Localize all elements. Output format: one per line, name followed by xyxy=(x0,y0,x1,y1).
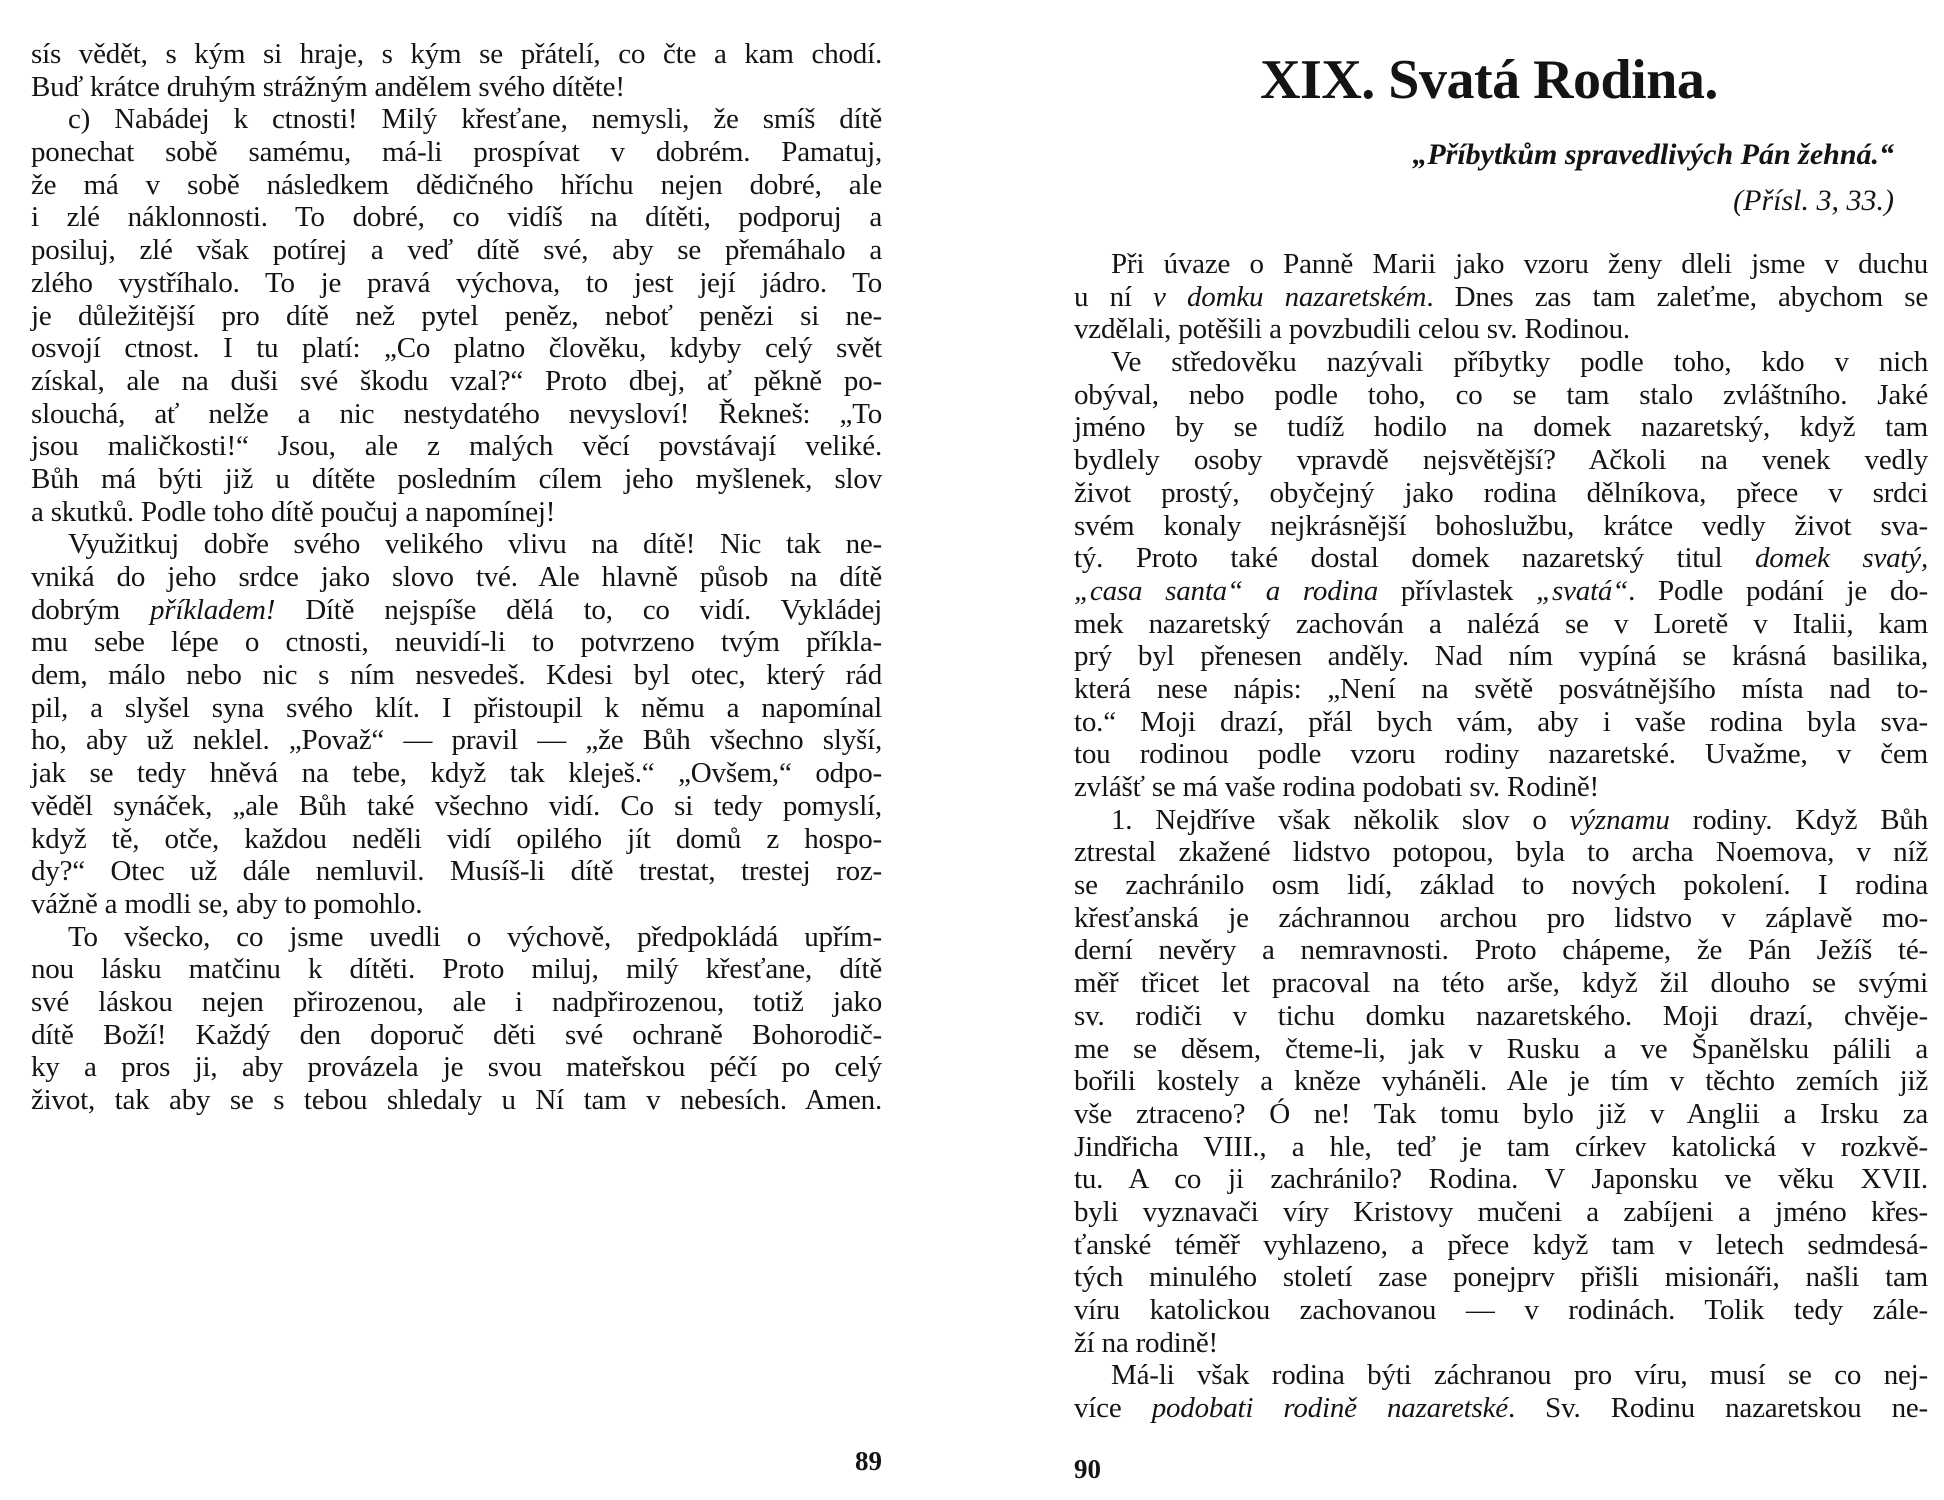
text-line xyxy=(1074,771,1928,804)
text-segment: dem, málo nebo nic s ním nesvedeš. Kdesi byl otec, který rád xyxy=(31,659,882,692)
text-segment: Bůh má býti již u dítěte posledním cílem jeho myšlenek, slov xyxy=(31,462,882,495)
text-segment: je důležitější pro dítě než pytel peněz, neboť penězi si ne- xyxy=(31,299,882,332)
text-line xyxy=(31,430,882,463)
chapter-title: XIX. Svatá Rodina. xyxy=(1260,49,1718,111)
text-line xyxy=(1074,1392,1928,1425)
text-segment: . Sv. Rodinu nazaretskou ne- xyxy=(1507,1392,1929,1425)
text-segment: svém konaly nejkrásnější bohoslužbu, krátce vedly život sva- xyxy=(1074,509,1928,542)
text-segment: Při úvaze o Panně Marii jako vzoru ženy dleli jsme v duchu xyxy=(1111,248,1928,280)
text-segment: vniká do jeho srdce jako slovo tvé. Ale hlavně působ na dítě xyxy=(31,561,882,593)
text-line xyxy=(1074,575,1928,608)
text-segment: nou lásku matčinu k dítěti. Proto miluj, milý křesťane, dítě xyxy=(31,953,882,986)
text-line xyxy=(31,1051,882,1084)
text-segment: rodiny. Když Bůh xyxy=(1669,803,1928,836)
text-segment: své láskou nejen přirozenou, ale i nadpřirozenou, totiž jako xyxy=(31,985,882,1018)
text-line xyxy=(1074,411,1928,444)
text-line xyxy=(1074,804,1928,837)
text-segment: bydlely osoby vpravdě nejsvětější? Ačkoli na venek vedly xyxy=(1074,444,1928,477)
text-segment: víru katolickou zachovanou — v rodinách. Tolik tedy zále- xyxy=(1074,1294,1928,1326)
text-line xyxy=(31,103,882,136)
text-segment: i zlé náklonnosti. To dobré, co vidíš na dítěti, podporuj a xyxy=(31,201,882,234)
text-line xyxy=(1074,444,1928,477)
text-segment: u ní xyxy=(1074,280,1154,313)
text-line xyxy=(1074,934,1928,967)
text-line xyxy=(1074,706,1928,739)
text-segment: dítě Boží! Každý den doporuč děti své ochraně Bohorodič- xyxy=(31,1018,882,1051)
text-line xyxy=(1074,1327,1928,1360)
text-segment: ho, aby už neklel. „Považ“ — pravil — „že Bůh všechno slyší, xyxy=(31,724,882,757)
text-line xyxy=(1074,1196,1928,1229)
text-line xyxy=(31,953,882,986)
paragraph xyxy=(31,38,882,103)
text-line xyxy=(31,724,882,757)
text-segment: ží na rodině! xyxy=(1074,1326,1218,1359)
text-line xyxy=(31,463,882,496)
text-line xyxy=(1074,608,1928,641)
italic-text-segment: příkladem! xyxy=(149,593,276,626)
text-line xyxy=(31,71,882,104)
text-segment: bořili kostely a kněze vyháněli. Ale je tím v těchto zemích již xyxy=(1074,1065,1928,1098)
paragraph xyxy=(1074,346,1928,804)
text-line xyxy=(31,169,882,202)
paragraph xyxy=(1074,804,1928,1360)
text-segment: měř třicet let pracoval na této arše, když žil dlouho se svými xyxy=(1074,967,1928,1000)
text-line xyxy=(1074,869,1928,902)
text-segment: sís vědět, s kým si hraje, s kým se přátelí, co čte a kam chodí. xyxy=(31,38,882,70)
text-segment: 1. Nejdříve však několik slov o xyxy=(1111,803,1570,836)
italic-text-segment: významu xyxy=(1569,803,1670,836)
text-line xyxy=(1074,542,1928,575)
text-line xyxy=(31,1019,882,1052)
left-page-body xyxy=(31,38,882,1117)
text-segment: ztrestal zkažené lidstvo potopou, byla to archa Noemova, v níž xyxy=(1074,836,1928,869)
text-segment: pil, a slyšel syna svého klít. I přistoupil k němu a napomínal xyxy=(31,691,882,724)
text-line xyxy=(31,496,882,529)
text-line xyxy=(1074,281,1928,314)
text-segment: slouchá, ať nelže a nic nestydatého nevysloví! Řekneš: „To xyxy=(31,397,882,430)
text-line xyxy=(31,234,882,267)
text-line xyxy=(1074,967,1928,1000)
italic-text-segment: „casa santa“ a rodina xyxy=(1074,574,1378,607)
text-line xyxy=(1074,346,1928,379)
text-segment: sv. rodiči v tichu domku nazaretského. Moji drazí, chvěje- xyxy=(1074,999,1928,1032)
text-line xyxy=(31,365,882,398)
text-segment: me se děsem, čteme-li, jak v Rusku a ve Španělsku pálili a xyxy=(1074,1032,1928,1065)
text-line xyxy=(31,823,882,856)
text-line xyxy=(31,594,882,627)
text-segment: získal, ale na duši své škodu vzal?“ Proto dbej, ať pěkně po- xyxy=(31,364,882,397)
page-number-right: 90 xyxy=(1074,1454,1101,1484)
text-line xyxy=(31,300,882,333)
text-segment: posiluj, zlé však potírej a veď dítě své, aby se přemáhalo a xyxy=(31,234,882,267)
text-segment: vážně a modli se, aby to pomohlo. xyxy=(31,887,423,920)
text-segment: byli vyznavači víry Kristovy mučeni a zabíjeni a jméno křes- xyxy=(1074,1195,1928,1228)
text-segment: vše ztraceno? Ó ne! Tak tomu bylo již v Anglii a Irsku za xyxy=(1074,1097,1928,1130)
text-line xyxy=(31,38,882,71)
text-line xyxy=(1074,1294,1928,1327)
text-line xyxy=(1074,1033,1928,1066)
italic-text-segment: domek svatý, xyxy=(1755,542,1928,575)
text-segment: jméno by se tudíž hodilo na domek nazaretský, když tam xyxy=(1074,411,1928,444)
text-segment: tý. Proto také dostal domek nazaretský titul xyxy=(1074,542,1755,575)
paragraph xyxy=(31,103,882,528)
text-line xyxy=(1074,477,1928,510)
text-segment: která nese nápis: „Není na světě posvátnějšího místa nad to- xyxy=(1074,672,1928,705)
text-segment: Buď krátce druhým strážným andělem svého dítěte! xyxy=(31,70,625,103)
text-line xyxy=(1074,510,1928,543)
text-segment: Ve středověku nazývali příbytky podle toho, kdo v nich xyxy=(1111,346,1928,379)
text-segment: dy?“ Otec už dále nemluvil. Musíš-li dítě trestat, trestej roz- xyxy=(31,855,882,888)
text-segment: jak se tedy hněvá na tebe, když tak kleješ.“ „Ovšem,“ odpo- xyxy=(31,757,882,790)
epigraph-quote: „Příbytkům spravedlivých Pán žehná.“ xyxy=(1412,138,1894,171)
text-segment: vzdělali, potěšili a povzbudili celou sv. Rodinou. xyxy=(1074,313,1630,346)
text-line xyxy=(31,855,882,888)
text-segment: c) Nabádej k ctnosti! Milý křesťane, nemysli, že smíš dítě xyxy=(68,103,882,136)
text-line xyxy=(31,659,882,692)
text-line xyxy=(1074,1359,1928,1392)
text-line xyxy=(1074,640,1928,673)
text-line xyxy=(1074,673,1928,706)
paragraph xyxy=(1074,1359,1928,1424)
right-page-body xyxy=(1074,248,1928,1425)
text-line xyxy=(31,692,882,725)
text-segment: zlého vystříhalo. To je pravá výchova, to jest její jádro. To xyxy=(31,266,882,299)
text-line xyxy=(31,626,882,659)
text-segment: ťanské téměř vyhlazeno, a přece když tam v letech sedmdesá- xyxy=(1074,1228,1928,1261)
text-segment: přívlastek xyxy=(1378,574,1537,607)
text-segment: život prostý, obyčejný jako rodina dělníkova, přece v srdci xyxy=(1074,476,1928,509)
text-segment: to.“ Moji drazí, přál bych vám, aby i vaše rodina byla sva- xyxy=(1074,705,1928,738)
text-segment: tých minulého století zase ponejprv přišli misionáři, našli tam xyxy=(1074,1261,1928,1294)
text-segment: křesťanská je záchrannou archou pro lidstvo v záplavě mo- xyxy=(1074,901,1928,934)
italic-text-segment: podobati rodině nazaretské xyxy=(1151,1392,1508,1425)
text-segment: věděl synáček, „ale Bůh také všechno vidí. Co si tedy pomyslí, xyxy=(31,789,882,822)
text-line xyxy=(1074,1229,1928,1262)
text-line xyxy=(31,921,882,954)
text-segment: . Dnes zas tam zaleťme, abychom se xyxy=(1426,280,1929,313)
text-segment: život, tak aby se s tebou shledaly u Ní tam v nebesích. Amen. xyxy=(31,1084,882,1116)
text-line xyxy=(31,1084,882,1117)
text-segment: Má-li však rodina býti záchranou pro víru, musí se co nej- xyxy=(1111,1359,1928,1392)
text-line xyxy=(1074,1131,1928,1164)
text-segment: tou rodinou podle vzoru rodiny nazaretské. Uvažme, v čem xyxy=(1074,738,1928,771)
paragraph xyxy=(31,528,882,920)
text-segment: obýval, nebo podle toho, co se tam stalo zvláštního. Jaké xyxy=(1074,378,1928,411)
text-line xyxy=(1074,248,1928,281)
text-segment: dobrým xyxy=(31,593,150,626)
text-line xyxy=(31,528,882,561)
text-segment: mu sebe lépe o ctnosti, neuvidí-li to potvrzeno tvým příkla- xyxy=(31,626,882,659)
text-line xyxy=(31,986,882,1019)
page-number-left: 89 xyxy=(855,1446,882,1476)
italic-text-segment: „svatá“ xyxy=(1536,574,1629,607)
text-line xyxy=(31,757,882,790)
text-segment: mek nazaretský zachován a nalézá se v Loretě v Italii, kam xyxy=(1074,607,1928,640)
text-line xyxy=(31,888,882,921)
text-line xyxy=(1074,902,1928,935)
text-segment: prý byl přenesen anděly. Nad ním vypíná se krásná basilika, xyxy=(1074,640,1928,673)
paragraph xyxy=(31,921,882,1117)
text-line xyxy=(1074,1000,1928,1033)
text-segment: více xyxy=(1074,1392,1152,1425)
text-segment: Využitkuj dobře svého velikého vlivu na dítě! Nic tak ne- xyxy=(68,528,882,561)
text-segment: se zachránilo osm lidí, základ to nových pokolení. I rodina xyxy=(1074,869,1928,902)
text-segment: . Podle podání je do- xyxy=(1628,574,1929,607)
text-line xyxy=(31,398,882,431)
text-line xyxy=(31,136,882,169)
text-segment: ky a pros ji, aby provázela je svou mateřskou péčí po celý xyxy=(31,1051,882,1084)
text-segment: ponechat sobě samému, má-li prospívat v dobrém. Pamatuj, xyxy=(31,136,882,169)
text-segment: Jindřicha VIII., a hle, teď je tam církev katolická v rozkvě- xyxy=(1074,1130,1928,1163)
text-segment: a skutků. Podle toho dítě poučuj a napomínej! xyxy=(31,495,556,528)
text-line xyxy=(31,790,882,823)
text-line xyxy=(31,332,882,365)
text-line xyxy=(1074,379,1928,412)
text-segment: osvojí ctnost. I tu platí: „Co platno člověku, kdyby celý svět xyxy=(31,332,882,365)
text-line xyxy=(1074,738,1928,771)
text-segment: Dítě nejspíše dělá to, co vidí. Vykládej xyxy=(275,593,882,626)
text-segment: když tě, otče, každou neděli vidí opilého jít domů z hospo- xyxy=(31,822,882,855)
text-line xyxy=(31,201,882,234)
text-line xyxy=(1074,313,1928,346)
text-line xyxy=(1074,1163,1928,1196)
text-segment: derní nevěry a nemravnosti. Proto chápeme, že Pán Ježíš té- xyxy=(1074,934,1928,967)
text-line xyxy=(1074,836,1928,869)
text-line xyxy=(31,267,882,300)
text-line xyxy=(1074,1065,1928,1098)
text-segment: zvlášť se má vaše rodina podobati sv. Rodině! xyxy=(1074,771,1599,803)
epigraph-citation: (Přísl. 3, 33.) xyxy=(1733,184,1894,217)
text-line xyxy=(31,561,882,594)
text-segment: To všecko, co jsme uvedli o výchově, předpokládá upřím- xyxy=(68,920,882,953)
italic-text-segment: v domku nazaretském xyxy=(1153,280,1427,313)
text-line xyxy=(1074,1261,1928,1294)
paragraph xyxy=(1074,248,1928,346)
text-line xyxy=(1074,1098,1928,1131)
text-segment: tu. A co ji zachránilo? Rodina. V Japonsku ve věku XVII. xyxy=(1074,1163,1928,1196)
text-segment: jsou maličkosti!“ Jsou, ale z malých věcí povstávají veliké. xyxy=(31,430,882,463)
text-segment: že má v sobě následkem dědičného hříchu nejen dobré, ale xyxy=(31,168,882,201)
